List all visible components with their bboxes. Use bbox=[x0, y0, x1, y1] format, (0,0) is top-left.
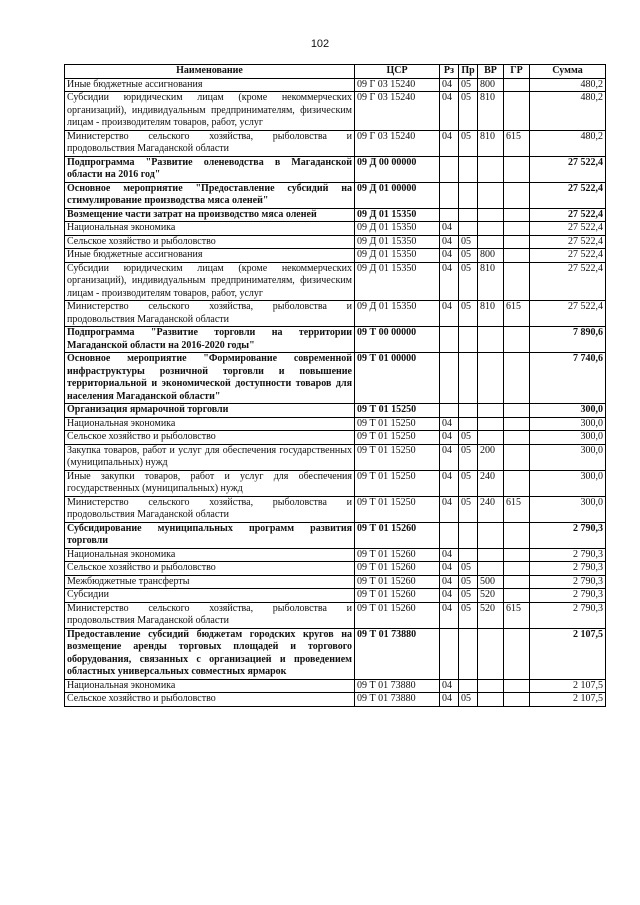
cell-vr bbox=[478, 679, 504, 693]
cell-vr: 810 bbox=[478, 301, 504, 327]
cell-csr: 09 Т 01 15250 bbox=[355, 496, 440, 522]
cell-vr bbox=[478, 562, 504, 576]
cell-gr bbox=[504, 522, 530, 548]
cell-vr: 800 bbox=[478, 249, 504, 263]
cell-pr: 05 bbox=[459, 562, 478, 576]
cell-vr: 520 bbox=[478, 589, 504, 603]
cell-pr: 05 bbox=[459, 301, 478, 327]
cell-vr: 240 bbox=[478, 470, 504, 496]
cell-name: Основное мероприятие "Предоставление субсидий на стимулирование производства мяса оленей" bbox=[65, 182, 355, 208]
cell-csr: 09 Д 01 15350 bbox=[355, 301, 440, 327]
cell-vr bbox=[478, 327, 504, 353]
cell-vr bbox=[478, 404, 504, 418]
table-row bbox=[65, 693, 606, 707]
cell-sum: 2 790,3 bbox=[530, 562, 606, 576]
cell-gr bbox=[504, 327, 530, 353]
cell-sum: 27 522,4 bbox=[530, 262, 606, 301]
cell-name: Национальная экономика bbox=[65, 417, 355, 431]
cell-csr: 09 Г 03 15240 bbox=[355, 92, 440, 131]
cell-gr bbox=[504, 562, 530, 576]
cell-rz: 04 bbox=[440, 262, 459, 301]
cell-gr bbox=[504, 353, 530, 404]
table-row bbox=[65, 130, 606, 156]
cell-vr: 240 bbox=[478, 496, 504, 522]
cell-rz: 04 bbox=[440, 679, 459, 693]
cell-rz: 04 bbox=[440, 130, 459, 156]
cell-sum: 480,2 bbox=[530, 92, 606, 131]
table-body bbox=[65, 78, 606, 706]
cell-csr: 09 Д 01 15350 bbox=[355, 249, 440, 263]
cell-sum: 480,2 bbox=[530, 130, 606, 156]
col-header-rz: Рз bbox=[440, 65, 459, 79]
cell-name: Подпрограмма "Развитие оленеводства в Магаданской области на 2016 год" bbox=[65, 156, 355, 182]
cell-csr: 09 Д 00 00000 bbox=[355, 156, 440, 182]
cell-gr bbox=[504, 470, 530, 496]
cell-sum: 27 522,4 bbox=[530, 235, 606, 249]
cell-gr bbox=[504, 222, 530, 236]
cell-name: Сельское хозяйство и рыболовство bbox=[65, 693, 355, 707]
cell-sum: 27 522,4 bbox=[530, 222, 606, 236]
cell-pr bbox=[459, 222, 478, 236]
cell-pr bbox=[459, 522, 478, 548]
cell-vr bbox=[478, 693, 504, 707]
cell-pr bbox=[459, 548, 478, 562]
cell-gr bbox=[504, 628, 530, 679]
table-row bbox=[65, 249, 606, 263]
cell-pr: 05 bbox=[459, 92, 478, 131]
cell-csr: 09 Д 01 15350 bbox=[355, 222, 440, 236]
cell-sum: 300,0 bbox=[530, 470, 606, 496]
cell-name: Министерство сельского хозяйства, рыболовства и продовольствия Магаданской области bbox=[65, 602, 355, 628]
cell-name: Министерство сельского хозяйства, рыболовства и продовольствия Магаданской области bbox=[65, 496, 355, 522]
cell-vr: 810 bbox=[478, 262, 504, 301]
cell-gr bbox=[504, 92, 530, 131]
cell-vr bbox=[478, 156, 504, 182]
cell-sum: 27 522,4 bbox=[530, 156, 606, 182]
cell-pr: 05 bbox=[459, 130, 478, 156]
cell-csr: 09 Т 01 15260 bbox=[355, 602, 440, 628]
cell-csr: 09 Д 01 15350 bbox=[355, 235, 440, 249]
cell-gr bbox=[504, 262, 530, 301]
cell-rz bbox=[440, 208, 459, 222]
cell-rz bbox=[440, 628, 459, 679]
cell-rz: 04 bbox=[440, 444, 459, 470]
cell-csr: 09 Т 01 15250 bbox=[355, 431, 440, 445]
cell-sum: 480,2 bbox=[530, 78, 606, 92]
cell-pr: 05 bbox=[459, 693, 478, 707]
cell-name: Субсидии юридическим лицам (кроме некоммерческих организаций), индивидуальным предпринимателям, физическим лицам - производителям товаров, работ, услуг bbox=[65, 262, 355, 301]
col-header-name: Наименование bbox=[65, 65, 355, 79]
cell-gr: 615 bbox=[504, 496, 530, 522]
cell-name: Иные бюджетные ассигнования bbox=[65, 78, 355, 92]
cell-pr: 05 bbox=[459, 470, 478, 496]
table-row bbox=[65, 679, 606, 693]
cell-sum: 7 890,6 bbox=[530, 327, 606, 353]
cell-gr bbox=[504, 249, 530, 263]
col-header-sum: Сумма bbox=[530, 65, 606, 79]
cell-csr: 09 Т 01 15250 bbox=[355, 417, 440, 431]
table-row bbox=[65, 589, 606, 603]
cell-name: Организация ярмарочной торговли bbox=[65, 404, 355, 418]
table-row bbox=[65, 575, 606, 589]
cell-name: Межбюджетные трансферты bbox=[65, 575, 355, 589]
cell-rz bbox=[440, 404, 459, 418]
cell-gr: 615 bbox=[504, 301, 530, 327]
cell-csr: 09 Д 01 15350 bbox=[355, 208, 440, 222]
cell-csr: 09 Т 01 15260 bbox=[355, 522, 440, 548]
cell-pr bbox=[459, 327, 478, 353]
cell-pr bbox=[459, 417, 478, 431]
cell-vr bbox=[478, 235, 504, 249]
cell-name: Субсидирование муниципальных программ развития торговли bbox=[65, 522, 355, 548]
col-header-gr: ГР bbox=[504, 65, 530, 79]
cell-pr bbox=[459, 404, 478, 418]
cell-sum: 300,0 bbox=[530, 431, 606, 445]
cell-rz: 04 bbox=[440, 562, 459, 576]
cell-pr bbox=[459, 182, 478, 208]
cell-gr bbox=[504, 679, 530, 693]
cell-gr bbox=[504, 589, 530, 603]
cell-rz: 04 bbox=[440, 222, 459, 236]
cell-sum: 27 522,4 bbox=[530, 208, 606, 222]
cell-vr: 200 bbox=[478, 444, 504, 470]
table-row bbox=[65, 444, 606, 470]
cell-gr bbox=[504, 693, 530, 707]
cell-gr bbox=[504, 417, 530, 431]
cell-sum: 300,0 bbox=[530, 404, 606, 418]
cell-name: Сельское хозяйство и рыболовство bbox=[65, 235, 355, 249]
cell-gr: 615 bbox=[504, 602, 530, 628]
cell-gr bbox=[504, 431, 530, 445]
cell-pr bbox=[459, 353, 478, 404]
cell-pr: 05 bbox=[459, 444, 478, 470]
cell-sum: 300,0 bbox=[530, 417, 606, 431]
cell-vr bbox=[478, 353, 504, 404]
cell-name: Закупка товаров, работ и услуг для обеспечения государственных (муниципальных) нужд bbox=[65, 444, 355, 470]
cell-pr: 05 bbox=[459, 78, 478, 92]
table-row bbox=[65, 92, 606, 131]
cell-rz bbox=[440, 327, 459, 353]
cell-vr bbox=[478, 431, 504, 445]
cell-pr bbox=[459, 679, 478, 693]
cell-pr: 05 bbox=[459, 249, 478, 263]
cell-sum: 27 522,4 bbox=[530, 249, 606, 263]
cell-sum: 2 790,3 bbox=[530, 589, 606, 603]
table-row bbox=[65, 301, 606, 327]
cell-rz bbox=[440, 522, 459, 548]
cell-csr: 09 Т 01 73880 bbox=[355, 628, 440, 679]
table-row bbox=[65, 470, 606, 496]
cell-name: Министерство сельского хозяйства, рыболовства и продовольствия Магаданской области bbox=[65, 130, 355, 156]
cell-vr bbox=[478, 522, 504, 548]
cell-vr bbox=[478, 208, 504, 222]
cell-vr bbox=[478, 548, 504, 562]
cell-sum: 300,0 bbox=[530, 496, 606, 522]
cell-csr: 09 Д 01 15350 bbox=[355, 262, 440, 301]
cell-csr: 09 Т 00 00000 bbox=[355, 327, 440, 353]
col-header-csr: ЦСР bbox=[355, 65, 440, 79]
cell-rz bbox=[440, 156, 459, 182]
cell-sum: 27 522,4 bbox=[530, 182, 606, 208]
table-row bbox=[65, 222, 606, 236]
cell-pr bbox=[459, 628, 478, 679]
cell-gr bbox=[504, 404, 530, 418]
cell-rz: 04 bbox=[440, 589, 459, 603]
cell-sum: 2 790,3 bbox=[530, 548, 606, 562]
table-row bbox=[65, 602, 606, 628]
table-row bbox=[65, 156, 606, 182]
cell-rz: 04 bbox=[440, 693, 459, 707]
table-row bbox=[65, 496, 606, 522]
cell-csr: 09 Т 01 15260 bbox=[355, 562, 440, 576]
budget-table bbox=[64, 64, 606, 707]
cell-sum: 2 790,3 bbox=[530, 522, 606, 548]
col-header-pr: Пр bbox=[459, 65, 478, 79]
table-row bbox=[65, 353, 606, 404]
cell-sum: 27 522,4 bbox=[530, 301, 606, 327]
table-row bbox=[65, 235, 606, 249]
col-header-vr: ВР bbox=[478, 65, 504, 79]
cell-sum: 300,0 bbox=[530, 444, 606, 470]
cell-pr: 05 bbox=[459, 589, 478, 603]
cell-sum: 2 107,5 bbox=[530, 679, 606, 693]
cell-vr bbox=[478, 222, 504, 236]
table-row bbox=[65, 628, 606, 679]
cell-name: Иные бюджетные ассигнования bbox=[65, 249, 355, 263]
cell-vr bbox=[478, 628, 504, 679]
cell-sum: 2 790,3 bbox=[530, 575, 606, 589]
cell-sum: 2 790,3 bbox=[530, 602, 606, 628]
cell-name: Министерство сельского хозяйства, рыболовства и продовольствия Магаданской области bbox=[65, 301, 355, 327]
cell-name: Возмещение части затрат на производство мяса оленей bbox=[65, 208, 355, 222]
cell-csr: 09 Г 03 15240 bbox=[355, 78, 440, 92]
cell-csr: 09 Д 01 00000 bbox=[355, 182, 440, 208]
cell-rz: 04 bbox=[440, 548, 459, 562]
cell-csr: 09 Т 01 15250 bbox=[355, 470, 440, 496]
table-row bbox=[65, 562, 606, 576]
cell-gr bbox=[504, 548, 530, 562]
cell-pr: 05 bbox=[459, 235, 478, 249]
cell-gr bbox=[504, 182, 530, 208]
table-row bbox=[65, 208, 606, 222]
cell-rz: 04 bbox=[440, 417, 459, 431]
cell-pr bbox=[459, 208, 478, 222]
cell-sum: 2 107,5 bbox=[530, 628, 606, 679]
table-row bbox=[65, 327, 606, 353]
cell-csr: 09 Т 01 00000 bbox=[355, 353, 440, 404]
cell-rz: 04 bbox=[440, 575, 459, 589]
cell-csr: 09 Т 01 15260 bbox=[355, 575, 440, 589]
cell-rz: 04 bbox=[440, 602, 459, 628]
cell-csr: 09 Т 01 73880 bbox=[355, 693, 440, 707]
cell-pr: 05 bbox=[459, 262, 478, 301]
cell-gr: 615 bbox=[504, 130, 530, 156]
cell-pr: 05 bbox=[459, 496, 478, 522]
table-row bbox=[65, 522, 606, 548]
cell-csr: 09 Т 01 15260 bbox=[355, 589, 440, 603]
table-row bbox=[65, 417, 606, 431]
cell-rz: 04 bbox=[440, 235, 459, 249]
table-row bbox=[65, 182, 606, 208]
table-header-row bbox=[65, 65, 606, 79]
page-number: 102 bbox=[310, 38, 330, 50]
cell-rz: 04 bbox=[440, 249, 459, 263]
cell-rz bbox=[440, 353, 459, 404]
table-row bbox=[65, 431, 606, 445]
cell-pr bbox=[459, 156, 478, 182]
cell-gr bbox=[504, 78, 530, 92]
cell-rz: 04 bbox=[440, 92, 459, 131]
cell-gr bbox=[504, 235, 530, 249]
cell-rz: 04 bbox=[440, 496, 459, 522]
cell-sum: 7 740,6 bbox=[530, 353, 606, 404]
cell-name: Национальная экономика bbox=[65, 548, 355, 562]
cell-name: Предоставление субсидий бюджетам городских кругов на возмещение аренды торговых площадей и торгового оборудования, связанных с организацией и проведением областных универсальных совместных ярмарок bbox=[65, 628, 355, 679]
cell-pr: 05 bbox=[459, 575, 478, 589]
cell-csr: 09 Т 01 15250 bbox=[355, 444, 440, 470]
cell-rz: 04 bbox=[440, 78, 459, 92]
cell-name: Основное мероприятие "Формирование современной инфраструктуры розничной торговли и повышение территориальной и экономической доступности товаров для населения Магаданской области" bbox=[65, 353, 355, 404]
cell-vr: 520 bbox=[478, 602, 504, 628]
cell-csr: 09 Г 03 15240 bbox=[355, 130, 440, 156]
table-row bbox=[65, 262, 606, 301]
cell-csr: 09 Т 01 15260 bbox=[355, 548, 440, 562]
cell-vr: 810 bbox=[478, 130, 504, 156]
cell-rz: 04 bbox=[440, 301, 459, 327]
cell-vr bbox=[478, 417, 504, 431]
cell-csr: 09 Т 01 15250 bbox=[355, 404, 440, 418]
cell-vr: 810 bbox=[478, 92, 504, 131]
cell-gr bbox=[504, 156, 530, 182]
cell-name: Субсидии bbox=[65, 589, 355, 603]
cell-pr: 05 bbox=[459, 602, 478, 628]
cell-name: Сельское хозяйство и рыболовство bbox=[65, 562, 355, 576]
cell-gr bbox=[504, 208, 530, 222]
cell-sum: 2 107,5 bbox=[530, 693, 606, 707]
cell-rz: 04 bbox=[440, 470, 459, 496]
cell-pr: 05 bbox=[459, 431, 478, 445]
cell-name: Сельское хозяйство и рыболовство bbox=[65, 431, 355, 445]
cell-csr: 09 Т 01 73880 bbox=[355, 679, 440, 693]
cell-name: Субсидии юридическим лицам (кроме некоммерческих организаций), индивидуальным предпринимателям, физическим лицам - производителям товаров, работ, услуг bbox=[65, 92, 355, 131]
table-row bbox=[65, 404, 606, 418]
table-row bbox=[65, 548, 606, 562]
cell-name: Подпрограмма "Развитие торговли на территории Магаданской области на 2016-2020 годы" bbox=[65, 327, 355, 353]
cell-rz bbox=[440, 182, 459, 208]
cell-name: Национальная экономика bbox=[65, 679, 355, 693]
cell-vr: 800 bbox=[478, 78, 504, 92]
table-row bbox=[65, 78, 606, 92]
cell-vr bbox=[478, 182, 504, 208]
cell-vr: 500 bbox=[478, 575, 504, 589]
cell-gr bbox=[504, 444, 530, 470]
cell-rz: 04 bbox=[440, 431, 459, 445]
cell-name: Иные закупки товаров, работ и услуг для обеспечения государственных (муниципальных) нужд bbox=[65, 470, 355, 496]
cell-name: Национальная экономика bbox=[65, 222, 355, 236]
cell-gr bbox=[504, 575, 530, 589]
